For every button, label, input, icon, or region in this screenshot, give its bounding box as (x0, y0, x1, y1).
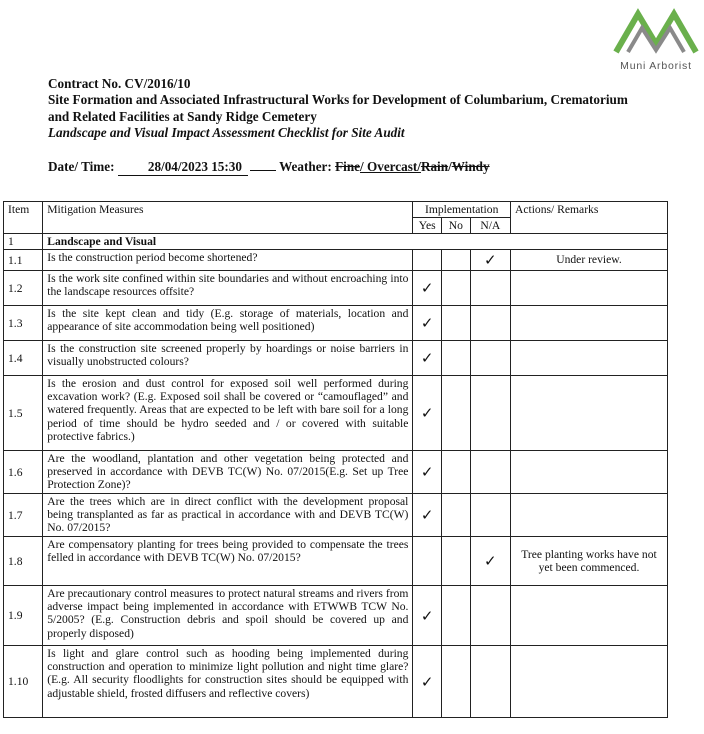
row-item: 1.4 (4, 341, 43, 376)
row-na-mark (470, 451, 510, 494)
row-measure-text: Are the woodland, plantation and other vegetation being protected and preserved in accordance with DEVB TC(W) No. 07/2015(E.g. Set up Tree Protection Zone)? (43, 451, 413, 494)
project-title-line2: and Related Facilities at Sandy Ridge Cemetery (48, 108, 317, 124)
document-header (48, 76, 698, 142)
row-no-mark (442, 306, 471, 341)
row-na-mark (470, 306, 510, 341)
weather-label: Weather: (279, 159, 332, 174)
table-row (4, 586, 668, 646)
section-item: 1 (4, 234, 43, 250)
row-no-mark (442, 586, 471, 646)
row-no-mark (442, 451, 471, 494)
row-remark (510, 271, 667, 306)
row-item: 1.1 (4, 250, 43, 271)
checklist-table (3, 201, 668, 718)
weather-fine: Fine (335, 159, 361, 174)
row-remark (510, 586, 667, 646)
table-row (4, 494, 668, 537)
header-item: Item (4, 202, 43, 234)
row-remark (510, 494, 667, 537)
row-na-mark (470, 341, 510, 376)
date-weather-line (48, 159, 490, 176)
row-na-mark: ✓ (470, 537, 510, 586)
table-row (4, 537, 668, 586)
header-no: No (442, 218, 471, 234)
header-measures: Mitigation Measures (43, 202, 413, 234)
checklist-title: Landscape and Visual Impact Assessment Checklist for Site Audit (48, 125, 405, 141)
row-yes-mark: ✓ (413, 306, 442, 341)
table-row (4, 306, 668, 341)
row-measure-text: Are the trees which are in direct conflict with the development proposal being transplanted as far as practical in accordance with and DEVB TC(W) No. 07/2015? (43, 494, 413, 537)
row-yes-mark: ✓ (413, 494, 442, 537)
row-measure-text: Are precautionary control measures to protect natural streams and rivers from adverse impact being implemented in accordance with ETWWB TCW No. 5/2005? (E.g. Construction debris and spoil should be covered up and properly disposed) (43, 586, 413, 646)
row-item: 1.2 (4, 271, 43, 306)
date-value: 28/04/2023 15:30 (118, 159, 248, 176)
row-no-mark (442, 271, 471, 306)
row-na-mark (470, 376, 510, 451)
header-implementation: Implementation (413, 202, 511, 218)
row-yes-mark: ✓ (413, 376, 442, 451)
section-row (4, 234, 668, 250)
row-item: 1.10 (4, 646, 43, 718)
weather-separator: / (448, 159, 452, 174)
table-row (4, 271, 668, 306)
header-remarks: Actions/ Remarks (510, 202, 667, 234)
row-remark (510, 451, 667, 494)
contract-number: Contract No. CV/2016/10 (48, 76, 191, 91)
table-row (4, 341, 668, 376)
weather-rain: Rain (420, 159, 449, 174)
header-yes: Yes (413, 218, 442, 234)
row-measure-text: Is the erosion and dust control for exposed soil well performed during excavation work? (E.g. Exposed soil shall be covered or “camouflaged” and watered frequently. Areas that are expected to be left with bare soil for a long period of time should be hydro seeded and / or covered with suitable protective fabrics.) (43, 376, 413, 451)
row-yes-mark: ✓ (413, 646, 442, 718)
weather-overcast: / Overcast/ (360, 159, 421, 174)
date-underline (250, 169, 276, 171)
row-measure-text: Are compensatory planting for trees being provided to compensate the trees felled in accordance with DEVB TC(W) No. 07/2015? (43, 537, 413, 586)
row-item: 1.6 (4, 451, 43, 494)
table-row (4, 646, 668, 718)
weather-windy: Windy (451, 159, 490, 174)
row-no-mark (442, 537, 471, 586)
row-item: 1.3 (4, 306, 43, 341)
row-no-mark (442, 376, 471, 451)
row-measure-text: Is light and glare control such as hooding being implemented during construction and operation to minimize light pollution and night time glare? (E.g. All security floodlights for construction sites should be equipped with adjustable shield, frosted diffusers and reflective covers) (43, 646, 413, 718)
row-measure-text: Is the construction period become shortened? (43, 250, 413, 271)
row-yes-mark (413, 537, 442, 586)
row-yes-mark (413, 250, 442, 271)
row-item: 1.7 (4, 494, 43, 537)
row-no-mark (442, 250, 471, 271)
row-no-mark (442, 646, 471, 718)
project-title-line1: Site Formation and Associated Infrastructural Works for Development of Columbarium, Crematorium (48, 92, 628, 108)
row-remark (510, 341, 667, 376)
logo-text: Muni Arborist (620, 60, 692, 72)
logo-mark-icon (612, 4, 702, 56)
row-item: 1.8 (4, 537, 43, 586)
row-na-mark (470, 494, 510, 537)
row-na-mark (470, 586, 510, 646)
row-measure-text: Is the work site confined within site boundaries and without encroaching into the landscape resources offsite? (43, 271, 413, 306)
row-remark: Tree planting works have not yet been commenced. (510, 537, 667, 586)
row-remark: Under review. (510, 250, 667, 271)
row-item: 1.9 (4, 586, 43, 646)
row-no-mark (442, 341, 471, 376)
header-na: N/A (470, 218, 510, 234)
row-remark (510, 376, 667, 451)
table-header-row (4, 202, 668, 218)
date-label: Date/ Time: (48, 159, 115, 174)
row-remark (510, 306, 667, 341)
row-na-mark (470, 271, 510, 306)
row-no-mark (442, 494, 471, 537)
row-na-mark (470, 646, 510, 718)
muni-arborist-logo (608, 4, 704, 72)
table-row (4, 376, 668, 451)
row-remark (510, 646, 667, 718)
section-title: Landscape and Visual (43, 234, 668, 250)
row-yes-mark: ✓ (413, 586, 442, 646)
row-item: 1.5 (4, 376, 43, 451)
row-na-mark: ✓ (470, 250, 510, 271)
row-measure-text: Is the site kept clean and tidy (E.g. storage of materials, location and appearance of site accommodation being well positioned) (43, 306, 413, 341)
table-row (4, 250, 668, 271)
table-row (4, 451, 668, 494)
row-yes-mark: ✓ (413, 271, 442, 306)
row-yes-mark: ✓ (413, 451, 442, 494)
row-yes-mark: ✓ (413, 341, 442, 376)
row-measure-text: Is the construction site screened properly by hoardings or noise barriers in visually unobstructed colours? (43, 341, 413, 376)
